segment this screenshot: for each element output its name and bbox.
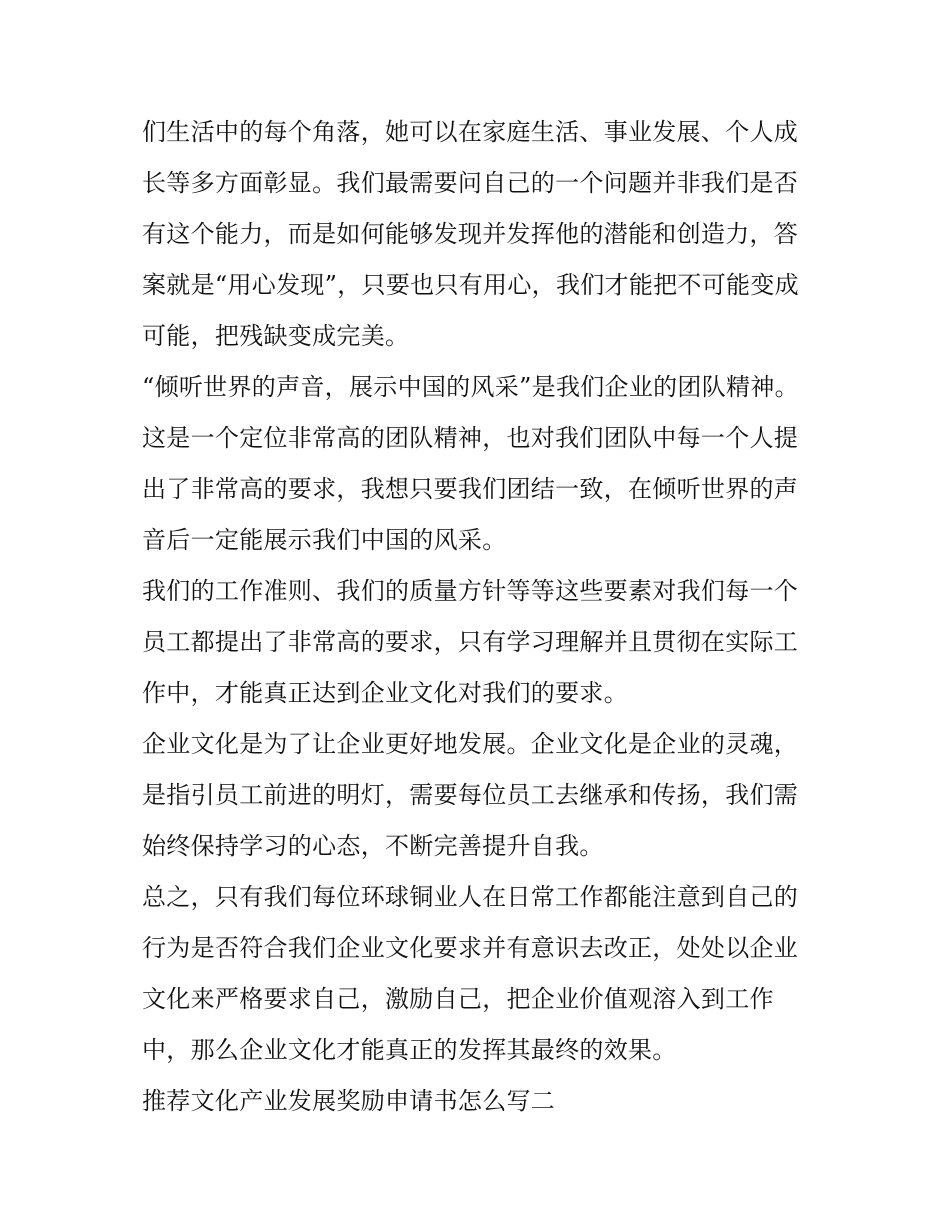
text-line: 有这个能力，而是如何能够发现并发挥他的潜能和创造力，答 bbox=[142, 220, 799, 248]
text-line: 行为是否符合我们企业文化要求并有意识去改正，处处以企业 bbox=[142, 934, 799, 962]
text-line: 是指引员工前进的明灯，需要每位员工去继承和传扬，我们需 bbox=[142, 781, 799, 809]
text-line: 可能，把残缺变成完美。 bbox=[142, 322, 410, 350]
text-line: 始终保持学习的心态，不断完善提升自我。 bbox=[142, 832, 604, 860]
text-line: 案就是“用心发现”，只要也只有用心，我们才能把不可能变成 bbox=[142, 271, 799, 299]
body-text bbox=[142, 107, 812, 1127]
text-line: 企业文化是为了让企业更好地发展。企业文化是企业的灵魂， bbox=[142, 730, 799, 758]
text-line: 员工都提出了非常高的要求，只有学习理解并且贯彻在实际工 bbox=[142, 628, 799, 656]
text-line: 们生活中的每个角落，她可以在家庭生活、事业发展、个人成 bbox=[142, 118, 799, 146]
text-line: 我们的工作准则、我们的质量方针等等这些要素对我们每一个 bbox=[142, 577, 799, 605]
text-line: 音后一定能展示我们中国的风采。 bbox=[142, 526, 507, 554]
text-line: 这是一个定位非常高的团队精神，也对我们团队中每一个人提 bbox=[142, 424, 799, 452]
text-line: “倾听世界的声音，展示中国的风采”是我们企业的团队精神。 bbox=[142, 373, 799, 401]
text-line: 文化来严格要求自己，激励自己，把企业价值观溶入到工作 bbox=[142, 985, 774, 1013]
section-heading: 推荐文化产业发展奖励申请书怎么写二 bbox=[142, 1087, 556, 1115]
text-line: 长等多方面彰显。我们最需要问自己的一个问题并非我们是否 bbox=[142, 169, 799, 197]
text-line: 总之，只有我们每位环球铜业人在日常工作都能注意到自己的 bbox=[142, 883, 799, 911]
text-line: 出了非常高的要求，我想只要我们团结一致，在倾听世界的声 bbox=[142, 475, 799, 503]
text-line: 作中，才能真正达到企业文化对我们的要求。 bbox=[142, 679, 628, 707]
text-line: 中，那么企业文化才能真正的发挥其最终的效果。 bbox=[142, 1036, 677, 1064]
